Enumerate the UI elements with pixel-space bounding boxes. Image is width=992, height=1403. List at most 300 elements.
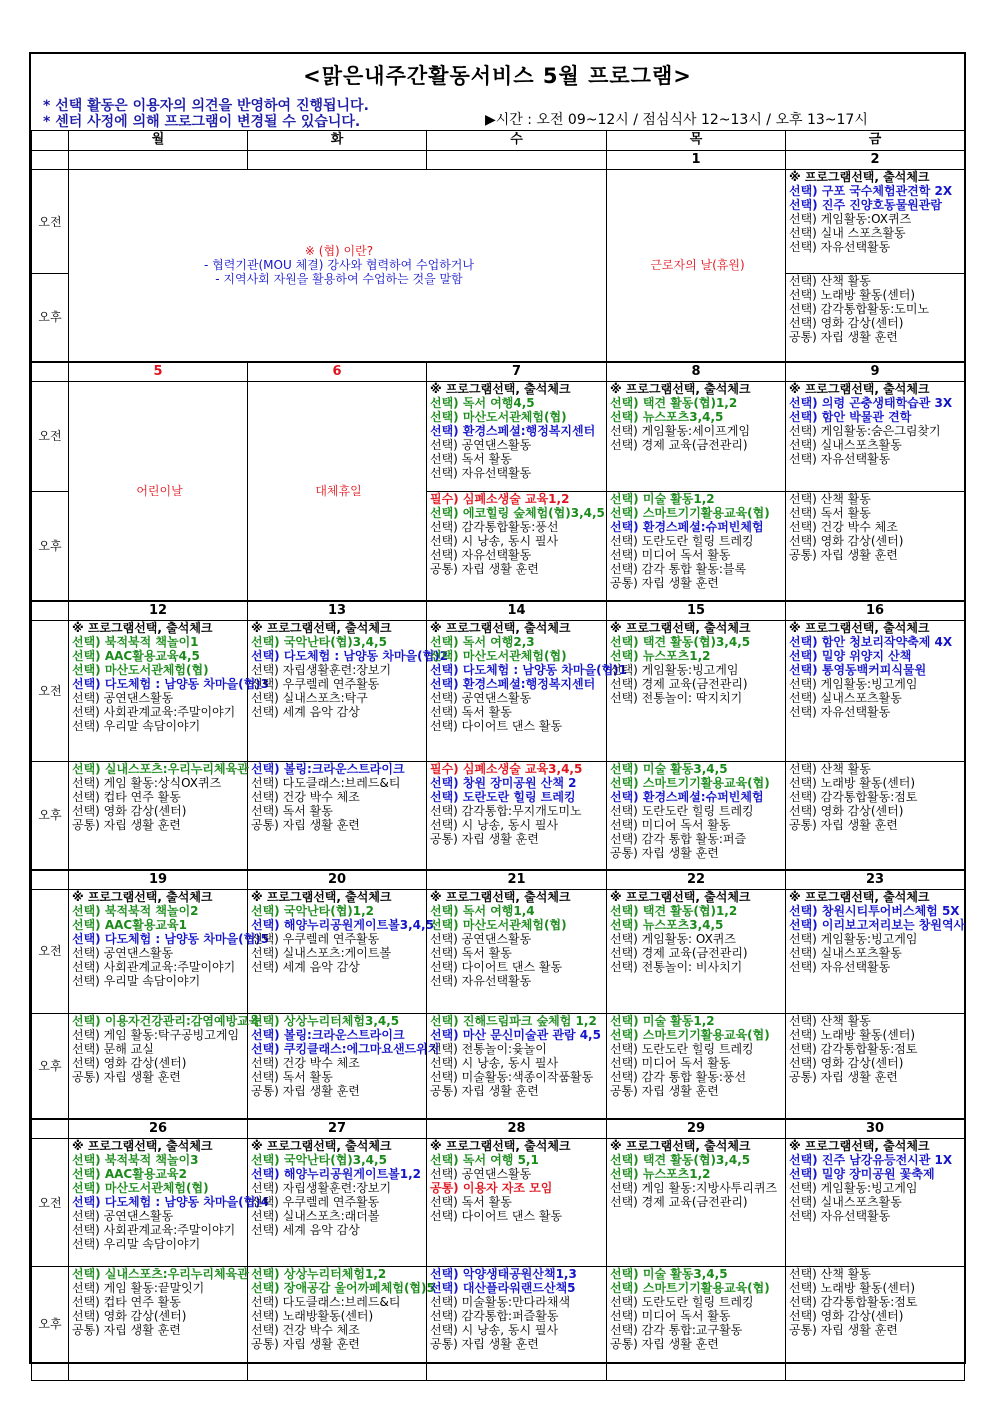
- activity-list: [789, 1139, 964, 1223]
- afternoon-row: [32, 762, 965, 870]
- activity-line: 선택) 환경스페셜:행정복지센터: [430, 677, 596, 691]
- activity-line: 선택) 뉴스포츠3,4,5: [610, 917, 724, 932]
- afternoon-label: 오후: [32, 274, 69, 362]
- activity-line: 선택) 볼링:크라운스트라이크: [251, 762, 405, 776]
- activity-line: 선택) 우쿠렐레 연주활동: [251, 931, 380, 946]
- date-number: 2: [786, 151, 965, 170]
- activity-line: 선택) 미술활동:만다라채색: [430, 1295, 571, 1309]
- morning-row: [32, 889, 965, 1013]
- activity-line: 선택) 감각 통합 활동:퍼즐: [610, 832, 747, 846]
- activity-line: 선택) 다이어트 댄스 활동: [430, 1209, 563, 1223]
- activity-line: 선택) 게임활동:세이프게임: [610, 423, 751, 438]
- activity-line: 선택) 마산 문신미술관 관람 4,5: [430, 1027, 601, 1042]
- activity-line: 공통) 자립 생활 훈련: [72, 1323, 181, 1337]
- date-number: 14: [427, 601, 607, 621]
- activity-line: ※ 프로그램선택, 출석체크: [72, 621, 213, 635]
- activity-line: 선택) 이리보고저리보는 창원역사: [789, 917, 966, 932]
- activity-line: 선택) 대산플라워랜드산책5: [430, 1281, 576, 1295]
- activity-line: 선택) 공연댄스활동: [430, 691, 532, 705]
- afternoon-row: [32, 1267, 965, 1381]
- activity-list: [251, 889, 434, 974]
- schedule-table: [31, 130, 965, 1381]
- activity-line: 선택) 게임활동:OX퀴즈: [789, 212, 912, 226]
- activity-line: 선택) 뉴스포츠1,2: [610, 649, 711, 663]
- activity-line: 선택) AAC활용교육2: [72, 1167, 187, 1181]
- activity-line: 공통) 자립 생활 훈련: [789, 818, 898, 832]
- activity-list: [72, 889, 270, 988]
- activity-line: 공통) 자립 생활 훈련: [251, 818, 360, 832]
- date-number: 29: [607, 1119, 786, 1139]
- activity-line: 선택) 다도체험 : 남양동 차마을(협)1: [430, 663, 628, 677]
- activity-list: [610, 890, 785, 974]
- date-number: 26: [69, 1119, 248, 1139]
- date-number: 15: [607, 601, 786, 621]
- activity-list: [251, 621, 449, 719]
- activity-line: 선택) 자립생활훈련:장보기: [251, 1181, 392, 1195]
- activity-line: 선택) 전통놀이:윷놀이: [430, 1041, 547, 1056]
- activity-line: 선택) 실내스포츠활동: [789, 437, 902, 452]
- mou-line: - 협력기관(MOU 체결) 강사와 협력하여 수업하거나: [203, 258, 474, 273]
- date-number: 5: [69, 362, 248, 382]
- activity-line: 선택) 다도체험 : 남양동 차마을(협)4: [72, 1195, 270, 1209]
- activity-list: [430, 1267, 606, 1351]
- activity-line: 선택) 미디어 독서 활동: [610, 818, 731, 832]
- activity-line: 선택) 경제 교육(금전관리): [610, 437, 748, 452]
- activity-line: 선택) 시 낭송, 동시 필사: [430, 1055, 559, 1070]
- activity-line: 선택) 게임활동:빙고게임: [610, 663, 739, 677]
- mou-definition: [69, 170, 607, 362]
- activity-line: 선택) 북적북적 책놀이3: [72, 1153, 199, 1167]
- activity-line: 공통) 자립 생활 훈련: [430, 832, 539, 846]
- activity-line: 선택) 건강 박수 체조: [251, 790, 360, 804]
- activity-line: 선택) 컵타 연주 활동: [72, 1295, 181, 1309]
- activity-line: 선택) 독서 활동: [430, 705, 512, 719]
- morning-label: 오전: [32, 381, 69, 491]
- activity-line: 선택) 실내스포츠:우리누리체육관: [72, 1267, 249, 1281]
- activity-line: 선택) 택견 활동(협)3,4,5: [610, 635, 751, 649]
- activity-line: 선택) 이용자건강관리:감염예방교육: [72, 1013, 261, 1028]
- activity-line: 선택) 의령 곤충생태학습관 3X: [789, 395, 953, 410]
- notice-line-2: * 센터 사정에 의해 프로그램이 변경될 수 있습니다.: [43, 114, 361, 130]
- activity-line: 선택) 공연댄스활동: [72, 1209, 174, 1223]
- activity-line: 선택) 환경스페셜:슈퍼빈체험: [610, 790, 764, 804]
- date-row: [32, 1119, 965, 1139]
- activity-line: 선택) 공연댄스활동: [72, 945, 174, 960]
- date-number: 30: [786, 1119, 965, 1139]
- afternoon-cell: [69, 1013, 261, 1119]
- afternoon-cell: [786, 1013, 965, 1119]
- activity-line: 선택) 독서 활동: [430, 945, 512, 960]
- activity-line: 선택) 미술활동:색종이작품활동: [430, 1069, 594, 1084]
- activity-list: [251, 762, 426, 832]
- activity-line: 선택) 자유선택활동: [430, 547, 532, 562]
- activity-line: 선택) 뉴스포츠3,4,5: [610, 409, 724, 424]
- morning-cell: [607, 1139, 786, 1267]
- morning-label: 오전: [32, 621, 69, 762]
- activity-line: 선택) 미디어 독서 활동: [610, 1055, 731, 1070]
- activity-line: 선택) 독서 여행 5,1: [430, 1153, 539, 1167]
- afternoon-cell: [248, 1013, 440, 1119]
- activity-line: ※ 프로그램선택, 출석체크: [610, 1139, 751, 1153]
- activity-line: 선택) 통영동백커피식물원: [789, 663, 927, 677]
- morning-label: 오전: [32, 1139, 69, 1267]
- activity-line: 선택) 독서 여행4,5: [430, 395, 535, 410]
- date-number: 13: [248, 601, 427, 621]
- activity-line: 공통) 자립 생활 훈련: [610, 846, 719, 860]
- activity-list: [430, 762, 606, 846]
- fri-morning-cell: [786, 170, 965, 274]
- afternoon-row: [32, 1013, 965, 1119]
- activity-line: 선택) 자유선택활동: [789, 451, 891, 466]
- activity-list: [430, 492, 606, 576]
- morning-cell: [69, 1139, 270, 1267]
- afternoon-cell: [427, 1267, 607, 1381]
- activity-line: 선택) 진주 남강유등전시관 1X: [789, 1153, 953, 1167]
- activity-line: 선택) 다도클래스:브레드&티: [251, 1295, 401, 1309]
- time-info: ▶시간 : 오전 09~12시 / 점심식사 12~13시 / 오후 13~17시: [485, 112, 868, 128]
- activity-line: 선택) 함안 박물관 견학: [789, 409, 912, 424]
- activity-line: 선택) 도란도란 힐링 트레킹: [430, 790, 576, 804]
- page-title: <맑은내주간활동서비스 5월 프로그램>: [303, 64, 692, 88]
- activity-list: [789, 382, 964, 466]
- date-number: 8: [607, 362, 786, 382]
- activity-line: 선택) 택견 활동(협)1,2: [610, 395, 738, 410]
- afternoon-cell: [427, 762, 607, 870]
- activity-line: 선택) 우쿠렐레 연주활동: [251, 677, 380, 691]
- date-number: 21: [427, 870, 607, 890]
- activity-line: 선택) 게임활동:빙고게임: [789, 931, 918, 946]
- date-number: [248, 151, 427, 170]
- weekday-header: 수: [427, 131, 607, 151]
- activity-line: 선택) 택견 활동(협)1,2: [610, 903, 738, 918]
- activity-line: 선택) 감각 통합:교구활동: [610, 1323, 743, 1337]
- activity-line: ※ 프로그램선택, 출석체크: [251, 621, 392, 635]
- afternoon-label: 오후: [32, 762, 69, 870]
- activity-line: 선택) 구포 국수체험관견학 2X: [789, 184, 953, 198]
- activity-list: [251, 1139, 426, 1237]
- activity-line: 선택) 스마트기기활용교육(협): [610, 1027, 770, 1042]
- activity-line: 선택) 독서 활동: [789, 505, 871, 520]
- afternoon-cell: [786, 1267, 965, 1381]
- activity-line: 선택) 독서 여행1,4: [430, 903, 535, 918]
- activity-line: 선택) 공연댄스활동: [72, 691, 174, 705]
- activity-line: 선택) 게임 활동:상식OX퀴즈: [72, 776, 222, 790]
- date-number: 6: [248, 362, 427, 382]
- weekday-header: 월: [69, 131, 248, 151]
- activity-line: 선택) 진주 진양호동물원관람: [789, 198, 942, 212]
- activity-line: 선택) 미술 활동1,2: [610, 491, 715, 506]
- activity-line: 선택) 마산도서관체험(협): [72, 1181, 209, 1195]
- corner-cell: [32, 131, 69, 151]
- activity-line: 선택) 세계 음악 감상: [251, 705, 360, 719]
- activity-line: 선택) 악양생태공원산책1,3: [430, 1267, 577, 1281]
- activity-line: ※ 프로그램선택, 출석체크: [610, 889, 751, 904]
- activity-line: 선택) 미디어 독서 활동: [610, 547, 731, 562]
- activity-line: 선택) 게임활동: OX퀴즈: [610, 931, 736, 946]
- activity-line: 선택) 건강 박수 체조: [789, 519, 898, 534]
- activity-line: 선택) 감각 통합 활동:풍선: [610, 1069, 747, 1084]
- activity-line: 선택) 자유선택활동: [789, 240, 891, 254]
- activity-line: 선택) 경제 교육(금전관리): [610, 945, 748, 960]
- date-row-label: [32, 870, 69, 890]
- activity-line: 선택) 게임 활동:지방사투리퀴즈: [610, 1181, 778, 1195]
- activity-line: 선택) 진해드림파크 숲체험 1,2: [430, 1013, 597, 1028]
- afternoon-cell: [427, 491, 607, 601]
- activity-list: [430, 1014, 606, 1098]
- date-row-label: [32, 1119, 69, 1139]
- activity-line: 선택) 산책 활동: [789, 491, 871, 506]
- activity-line: ※ 프로그램선택, 출석체크: [72, 889, 213, 904]
- date-row-label: [32, 362, 69, 382]
- activity-line: 선택) 스마트기기활용교육(협): [610, 776, 770, 790]
- activity-line: 선택) 독서 활동: [430, 1195, 512, 1209]
- activity-line: 선택) 마산도서관체험(협): [430, 649, 567, 663]
- activity-list: [430, 1139, 606, 1223]
- date-number: 9: [786, 362, 965, 382]
- activity-list: [789, 890, 964, 974]
- activity-line: 선택) 스마트기기활용교육(협): [610, 505, 770, 520]
- activity-line: 선택) 국악난타(협)1,2: [251, 903, 375, 918]
- activity-line: 공통) 자립 생활 훈련: [789, 547, 898, 562]
- activity-line: 선택) 건강 박수 체조: [251, 1323, 360, 1337]
- date-number: 19: [69, 870, 248, 890]
- activity-line: 선택) 북적북적 책놀이1: [72, 635, 199, 649]
- activity-line: ※ 프로그램선택, 출석체크: [430, 889, 571, 904]
- activity-list: [430, 621, 628, 733]
- date-row-label: [32, 151, 69, 170]
- activity-line: 선택) 실내스포츠:래더볼: [251, 1209, 380, 1223]
- activity-line: 공통) 이용자 자조 모임: [430, 1181, 553, 1195]
- activity-line: 선택) 우리말 속담이야기: [72, 719, 201, 733]
- activity-line: 선택) 자유선택활동: [789, 1209, 891, 1223]
- activity-line: ※ 프로그램선택, 출석체크: [789, 170, 930, 184]
- activity-line: 공통) 자립 생활 훈련: [430, 1337, 539, 1351]
- holiday-childrens-day: 어린이날: [69, 381, 248, 601]
- activity-list: [72, 1267, 247, 1337]
- activity-list: [610, 762, 785, 860]
- activity-line: 공통) 자립 생활 훈련: [430, 1083, 539, 1098]
- activity-line: ※ 프로그램선택, 출석체크: [610, 381, 751, 396]
- activity-list: [610, 1267, 785, 1351]
- morning-row: [32, 621, 965, 762]
- date-row: [32, 601, 965, 621]
- afternoon-cell: [427, 1013, 607, 1119]
- activity-line: 선택) 실내스포츠:우리누리체육관: [72, 762, 249, 776]
- activity-line: 공통) 자립 생활 훈련: [610, 575, 719, 590]
- activity-line: ※ 프로그램선택, 출석체크: [789, 621, 930, 635]
- date-number: 7: [427, 362, 607, 382]
- activity-line: 선택) 영화 감상(센터): [789, 1309, 904, 1323]
- activity-line: 선택) 미술 활동3,4,5: [610, 1267, 728, 1281]
- activity-line: 선택) 감각 통합 활동:블록: [610, 561, 747, 576]
- activity-line: 선택) 컵타 연주 활동: [72, 790, 181, 804]
- activity-line: 선택) 감각통합:무지개도미노: [430, 804, 582, 818]
- activity-line: 선택) 독서 활동: [251, 1069, 333, 1084]
- morning-cell: [427, 381, 607, 491]
- activity-line: ※ 프로그램선택, 출석체크: [610, 621, 751, 635]
- activity-line: 선택) 도란도란 힐링 트레킹: [610, 1295, 754, 1309]
- morning-cell: [607, 381, 786, 491]
- activity-line: 선택) 독서 활동: [430, 451, 512, 466]
- activity-line: 선택) 상상누리터체험1,2: [251, 1267, 387, 1281]
- activity-line: 선택) 우쿠렐레 연주활동: [251, 1195, 380, 1209]
- activity-list: [610, 1014, 785, 1098]
- weekday-header-row: [32, 131, 965, 151]
- activity-line: ※ 프로그램선택, 출석체크: [789, 1139, 930, 1153]
- morning-cell: [607, 889, 786, 1013]
- activity-line: 선택) 다도체험 : 남양동 차마을(협)5: [72, 931, 270, 946]
- activity-line: 선택) 자유선택활동: [789, 705, 891, 719]
- activity-line: 선택) 건강 박수 체조: [251, 1055, 360, 1070]
- activity-line: 선택) 산책 활동: [789, 1267, 871, 1281]
- activity-line: 선택) 문해 교실: [72, 1041, 154, 1056]
- activity-line: 선택) 도란도란 힐링 트레킹: [610, 1041, 754, 1056]
- morning-label: 오전: [32, 889, 69, 1013]
- activity-line: 선택) 해양누리공원게이트볼3,4,5: [251, 917, 434, 932]
- activity-line: ※ 프로그램선택, 출석체크: [430, 1139, 571, 1153]
- activity-line: 선택) AAC활용교육1: [72, 917, 187, 932]
- activity-line: 선택) 자유선택활동: [430, 465, 532, 480]
- activity-line: 선택) 산책 활동: [789, 274, 871, 288]
- activity-line: 공통) 자립 생활 훈련: [72, 818, 181, 832]
- afternoon-cell: [607, 1267, 786, 1381]
- activity-list: [610, 1139, 785, 1209]
- afternoon-label: 오후: [32, 1267, 69, 1381]
- activity-list: [72, 1139, 270, 1251]
- mou-line: - 지역사회 자원을 활용하여 수업하는 것을 말함: [215, 272, 463, 287]
- activity-list: [610, 492, 785, 590]
- activity-line: 선택) 실내스포츠:게이트볼: [251, 945, 392, 960]
- activity-line: 선택) 우리말 속담이야기: [72, 973, 201, 988]
- activity-line: 공통) 자립 생활 훈련: [789, 1069, 898, 1084]
- activity-line: 선택) 미디어 독서 활동: [610, 1309, 731, 1323]
- activity-line: 공통) 자립 생활 훈련: [72, 1069, 181, 1084]
- afternoon-cell: [607, 762, 786, 870]
- date-number: [427, 151, 607, 170]
- activity-line: 선택) 국악난타(협)3,4,5: [251, 1153, 387, 1167]
- morning-cell: [427, 1139, 607, 1267]
- activity-line: 선택) 전통놀이: 비사치기: [610, 959, 743, 974]
- activity-line: 선택) 자유선택활동: [430, 973, 532, 988]
- activity-line: 선택) 노래방 활동(센터): [789, 1027, 916, 1042]
- activity-line: ※ 프로그램선택, 출석체크: [430, 621, 571, 635]
- activity-line: 선택) 감각통합활동:도미노: [789, 302, 930, 316]
- activity-line: 선택) 노래방 활동(센터): [789, 288, 916, 302]
- activity-line: 공통) 자립 생활 훈련: [789, 330, 898, 344]
- morning-row: [32, 170, 965, 274]
- activity-line: 선택) 국악난타(협)3,4,5: [251, 635, 387, 649]
- activity-line: 선택) 해양누리공원게이트볼1,2: [251, 1167, 422, 1181]
- activity-line: 선택) 독서 활동: [251, 804, 333, 818]
- activity-line: 선택) 창원시티투어버스체험 5X: [789, 903, 960, 918]
- morning-cell: [786, 889, 965, 1013]
- activity-line: 선택) 사회관계교육:주말이야기: [72, 959, 236, 974]
- activity-line: 선택) 독서 여행2,3: [430, 635, 535, 649]
- activity-list: [789, 1267, 964, 1337]
- activity-line: 선택) 환경스페셜:슈퍼빈체험: [610, 519, 764, 534]
- activity-line: 선택) 게임 활동:탁구공빙고게임: [72, 1027, 240, 1042]
- activity-line: 선택) 마산도서관체험(협): [430, 917, 567, 932]
- activity-line: 선택) 다도체험 : 남양동 차마을(협)3: [72, 677, 270, 691]
- activity-line: 선택) 감각통합활동:점토: [789, 1295, 918, 1309]
- date-row: [32, 362, 965, 382]
- activity-line: 선택) 실내스포츠활동: [789, 945, 902, 960]
- activity-line: 선택) 공연댄스활동: [430, 437, 532, 452]
- morning-cell: [427, 889, 607, 1013]
- activity-line: 선택) 경제 교육(금전관리): [610, 677, 748, 691]
- activity-line: 선택) 사회관계교육:주말이야기: [72, 1223, 236, 1237]
- activity-line: 선택) 감각통합활동:점토: [789, 1041, 918, 1056]
- weekday-header: 화: [248, 131, 427, 151]
- activity-line: 공통) 자립 생활 훈련: [251, 1083, 360, 1098]
- activity-line: 선택) 택견 활동(협)3,4,5: [610, 1153, 751, 1167]
- activity-line: 필수) 심폐소생술 교육1,2: [430, 491, 570, 506]
- morning-cell: [248, 889, 434, 1013]
- activity-line: 선택) 시 낭송, 동시 필사: [430, 1323, 559, 1337]
- morning-cell: [248, 1139, 427, 1267]
- morning-cell: [786, 1139, 965, 1267]
- activity-line: 선택) 우리말 속담이야기: [72, 1237, 201, 1251]
- date-row: [32, 870, 965, 890]
- activity-line: 선택) 사회관계교육:주말이야기: [72, 705, 236, 719]
- fri-afternoon-cell: [786, 274, 965, 362]
- activity-line: 선택) 마산도서관체험(협): [72, 663, 209, 677]
- afternoon-label: 오후: [32, 491, 69, 601]
- holiday-labor-day: 근로자의 날(휴원): [607, 170, 786, 362]
- activity-list: [610, 382, 785, 452]
- afternoon-cell: [607, 491, 786, 601]
- date-number: 1: [607, 151, 786, 170]
- morning-label: 오전: [32, 170, 69, 274]
- activity-line: 선택) 도란도란 힐링 트레킹: [610, 533, 754, 548]
- activity-line: 선택) 산책 활동: [789, 762, 871, 776]
- morning-cell: [248, 621, 449, 762]
- activity-line: 선택) 뉴스포츠1,2: [610, 1167, 711, 1181]
- activity-line: 선택) 산책 활동: [789, 1013, 871, 1028]
- activity-line: 선택) 영화 감상(센터): [789, 533, 904, 548]
- notice-line-1: * 선택 활동은 이용자의 의견을 반영하여 진행됩니다.: [43, 98, 369, 114]
- activity-line: 선택) 환경스페셜:행정복지센터: [430, 423, 596, 438]
- morning-cell: [786, 621, 965, 762]
- activity-line: 선택) 다도체험 : 남양동 차마을(협)2: [251, 649, 449, 663]
- activity-line: 선택) 공연댄스활동: [430, 1167, 532, 1181]
- activity-line: 선택) 게임활동:숨은그림찾기: [789, 423, 941, 438]
- morning-row: [32, 1139, 965, 1267]
- date-number: 12: [69, 601, 248, 621]
- activity-line: 선택) 감각통합활동:풍선: [430, 519, 559, 534]
- afternoon-cell: [786, 491, 965, 601]
- activity-line: 선택) AAC활용교육4,5: [72, 649, 200, 663]
- morning-cell: [69, 621, 270, 762]
- activity-list: [610, 621, 785, 705]
- activity-line: 선택) 다이어트 댄스 활동: [430, 719, 563, 733]
- activity-line: ※ 프로그램선택, 출석체크: [789, 381, 930, 396]
- activity-list: [72, 762, 247, 832]
- activity-line: 선택) 밀양 장미공원 꽃축제: [789, 1167, 935, 1181]
- activity-list: [789, 762, 964, 832]
- activity-line: 공통) 자립 생활 훈련: [430, 561, 539, 576]
- activity-line: 선택) 창원 장미공원 산책 2: [430, 776, 577, 790]
- activity-line: 선택) 감각통합:퍼즐활동: [430, 1309, 559, 1323]
- date-number: 20: [248, 870, 427, 890]
- activity-line: 선택) 스마트기기활용교육(협): [610, 1281, 770, 1295]
- activity-line: 공통) 자립 생활 훈련: [610, 1337, 719, 1351]
- date-number: 16: [786, 601, 965, 621]
- activity-line: 선택) 자유선택활동: [789, 959, 891, 974]
- activity-line: 선택) 실내스포츠활동: [789, 691, 902, 705]
- activity-line: 선택) 다이어트 댄스 활동: [430, 959, 563, 974]
- activity-list: [72, 1013, 261, 1084]
